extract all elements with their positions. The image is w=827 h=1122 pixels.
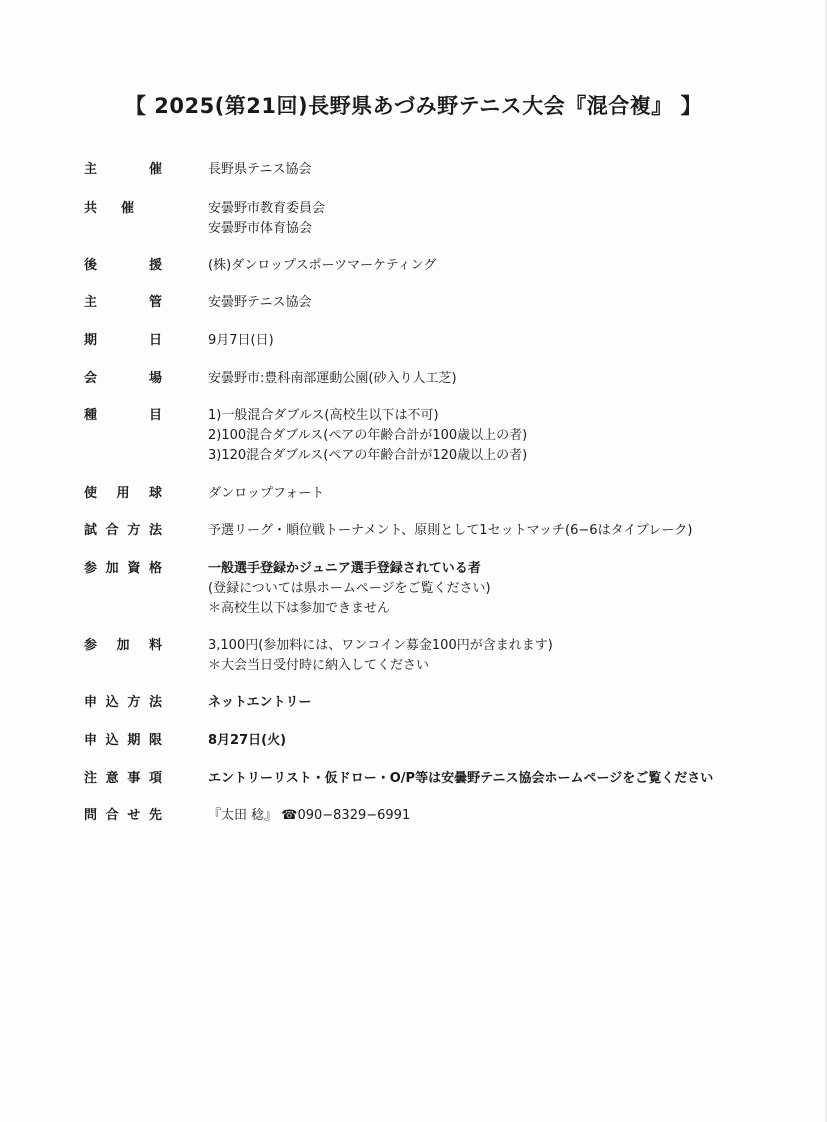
row-value: 長野県テニス協会 xyxy=(208,162,312,177)
row-value: 1)一般混合ダブルス(高校生以下は不可) 2)100混合ダブルス(ペアの年齢合計が100歳以上の者) 3)120混合ダブルス(ペアの年齢合計が120歳以上の者) xyxy=(208,408,528,463)
row-label: 主 催 xyxy=(84,162,162,177)
row-label: 主 管 xyxy=(84,295,162,310)
row-label: 注 意 事 項 xyxy=(84,771,162,786)
row-value: 『太田 稔』 ☎090−8329−6991 xyxy=(208,808,411,823)
document-title: 【 2025(第21回)長野県あづみ野テニス大会『混合複』 】 xyxy=(124,94,703,118)
row-label: 使 用 球 xyxy=(84,486,162,501)
row-value: (株)ダンロップスポーツマーケティング xyxy=(208,258,437,273)
row-label: 申 込 方 法 xyxy=(84,695,162,710)
row-label: 参 加 資 格 xyxy=(84,561,162,576)
row-value: ネットエントリー xyxy=(208,695,312,710)
row-value: ダンロップフォート xyxy=(208,486,325,501)
row-label: 会 場 xyxy=(84,371,162,386)
row-value: 安曇野市教育委員会 安曇野市体育協会 xyxy=(208,201,326,236)
row-label: 申 込 期 限 xyxy=(84,733,162,748)
row-label: 後 援 xyxy=(84,258,162,273)
row-value: 予選リーグ・順位戦トーナメント、原則として1セットマッチ(6−6はタイブレーク) xyxy=(208,523,693,538)
row-label: 種 目 xyxy=(84,408,162,423)
row-value: 一般選手登録かジュニア選手登録されている者 (登録については県ホームページをご覧ください) ＊高校生以下は参加できません xyxy=(208,561,491,616)
row-value: 9月7日(日) xyxy=(208,333,274,348)
row-value: 安曇野テニス協会 xyxy=(208,295,312,310)
row-label: 期 日 xyxy=(84,333,162,348)
row-value: 3,100円(参加料には、ワンコイン募金100円が含まれます) ＊大会当日受付時に納入してください xyxy=(208,638,553,673)
row-value: 8月27日(火) xyxy=(208,733,287,748)
row-value: エントリーリスト・仮ドロー・O/P等は安曇野テニス協会ホームページをご覧ください xyxy=(208,771,714,786)
row-value: 安曇野市:豊科南部運動公園(砂入り人工芝) xyxy=(208,371,457,386)
row-label: 問 合 せ 先 xyxy=(84,808,162,823)
row-label: 参 加 料 xyxy=(84,638,162,653)
row-label: 試 合 方 法 xyxy=(84,523,162,538)
row-label: 共 催 xyxy=(84,201,134,216)
